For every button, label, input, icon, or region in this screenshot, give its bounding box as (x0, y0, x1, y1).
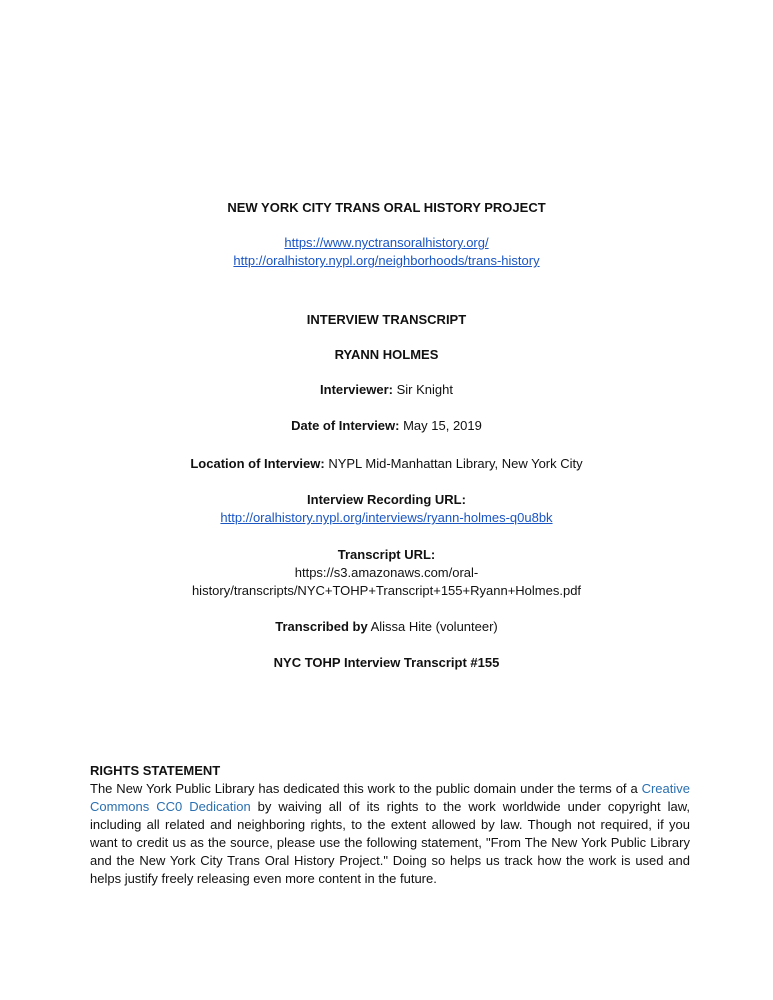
rights-heading: RIGHTS STATEMENT (90, 763, 221, 778)
interviewer-label: Interviewer: (320, 382, 393, 397)
location-line (60, 455, 713, 473)
location-value: NYPL Mid-Manhattan Library, New York City (324, 456, 583, 471)
date-label: Date of Interview: (291, 418, 400, 433)
transcribed-line (60, 618, 713, 636)
transcript-url-block (60, 546, 713, 600)
interviewer-line (60, 381, 713, 399)
recording-url-link[interactable]: http://oralhistory.nypl.org/interviews/ryann-holmes-q0u8bk (220, 510, 553, 525)
transcript-url-line2: history/transcripts/NYC+TOHP+Transcript+155+Ryann+Holmes.pdf (191, 583, 582, 598)
rights-text-end: by waiving all of its rights to the work worldwide under copyright law, including all related and neighboring rights, to the extent allowed by law. Though not required, if you want to credit us as the source, please use the following statement, "From The New York Public Library and the New York City Trans Oral History Project." Doing so helps us track how the work is used and helps justify freely releasing even more content in the future. (90, 799, 690, 886)
project-website-link[interactable]: https://www.nyctransoralhistory.org/ (284, 235, 489, 250)
transcript-url-label: Transcript URL: (337, 547, 436, 562)
location-label: Location of Interview: (190, 456, 325, 471)
transcript-heading: INTERVIEW TRANSCRIPT (306, 312, 467, 327)
transcribed-label: Transcribed by (275, 619, 368, 634)
interviewer-value: Sir Knight (393, 382, 453, 397)
narrator-name: RYANN HOLMES (334, 347, 439, 362)
nypl-trans-history-link[interactable]: http://oralhistory.nypl.org/neighborhoods/trans-history (233, 253, 540, 268)
project-urls (60, 234, 713, 270)
transcript-number: NYC TOHP Interview Transcript #155 (273, 655, 500, 670)
project-title: NEW YORK CITY TRANS ORAL HISTORY PROJECT (227, 200, 546, 215)
recording-label: Interview Recording URL: (307, 492, 466, 507)
transcript-url-line1: https://s3.amazonaws.com/oral- (294, 565, 479, 580)
rights-statement (90, 762, 690, 888)
transcribed-value: Alissa Hite (volunteer) (367, 619, 498, 634)
date-value: May 15, 2019 (399, 418, 482, 433)
date-line (60, 417, 713, 435)
rights-paragraph (90, 780, 690, 888)
rights-text-start: The New York Public Library has dedicated this work to the public domain under the terms of a (90, 781, 642, 796)
recording-block (60, 491, 713, 527)
cc0-dedication-link[interactable]: Creative Commons CC0 Dedication (90, 781, 690, 814)
